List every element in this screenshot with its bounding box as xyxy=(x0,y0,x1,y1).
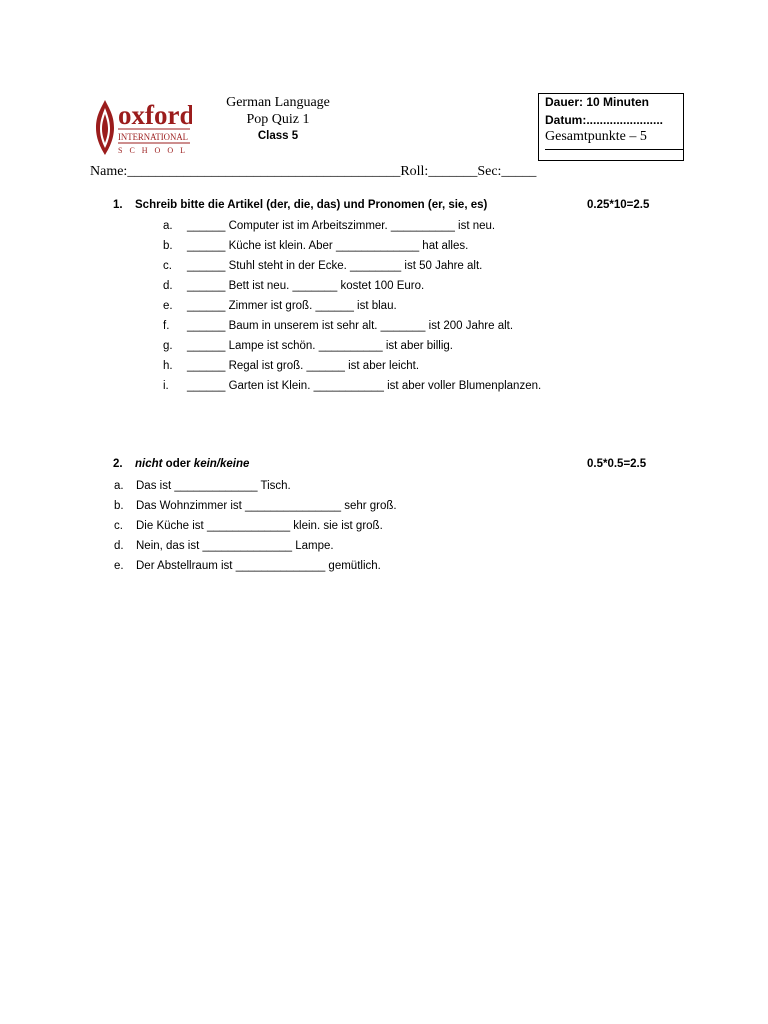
item-label: b. xyxy=(114,500,124,512)
q1-number: 1. xyxy=(113,199,123,211)
q2-title-part2: oder xyxy=(162,458,194,470)
item-text: Nein, das ist ______________ Lampe. xyxy=(136,540,334,552)
item-label: d. xyxy=(163,280,173,292)
item-text: Die Küche ist _____________ klein. sie ist groß. xyxy=(136,520,383,532)
item-label: h. xyxy=(163,360,173,372)
quiz-title: Pop Quiz 1 xyxy=(246,112,310,127)
item-text: ______ Stuhl steht in der Ecke. ________ ist 50 Jahre alt. xyxy=(187,260,483,272)
q2-number: 2. xyxy=(113,458,123,470)
item-label: e. xyxy=(163,300,173,312)
item-label: f. xyxy=(163,320,170,332)
item-label: e. xyxy=(114,560,124,572)
item-text: ______ Garten ist Klein. ___________ ist aber voller Blumenplanzen. xyxy=(187,380,542,392)
q1-instruction: Schreib bitte die Artikel (der, die, das) und Pronomen (er, sie, es) xyxy=(135,199,488,211)
duration-text: Dauer: 10 Minuten xyxy=(545,95,650,109)
total-points-text: Gesamtpunkte – 5 xyxy=(545,129,647,144)
item-text: Das ist _____________ Tisch. xyxy=(136,480,291,492)
info-box xyxy=(538,93,684,161)
item-label: i. xyxy=(163,380,169,392)
q2-title xyxy=(135,458,249,470)
item-label: b. xyxy=(163,240,173,252)
item-label: d. xyxy=(114,540,124,552)
logo-name: oxford xyxy=(118,100,192,130)
item-text: ______ Zimmer ist groß. ______ ist blau. xyxy=(187,300,397,312)
info-box-underline xyxy=(545,149,683,150)
class-label: Class 5 xyxy=(257,130,299,142)
item-label: g. xyxy=(163,340,173,352)
item-text: Das Wohnzimmer ist _______________ sehr groß. xyxy=(136,500,397,512)
item-label: c. xyxy=(114,520,123,532)
student-info-line: Name:_______________________________________Roll:_______Sec:_____ xyxy=(90,164,537,179)
item-text: Der Abstellraum ist ______________ gemütlich. xyxy=(136,560,381,572)
item-text: ______ Lampe ist schön. __________ ist aber billig. xyxy=(187,340,453,352)
item-text: ______ Regal ist groß. ______ ist aber leicht. xyxy=(187,360,420,372)
date-field: Datum:....................... xyxy=(545,113,664,127)
item-label: a. xyxy=(163,220,173,232)
item-text: ______ Küche ist klein. Aber _____________ hat alles. xyxy=(187,240,469,252)
item-label: c. xyxy=(163,260,172,272)
q2-title-part1: nicht xyxy=(135,458,163,470)
item-text: ______ Bett ist neu. _______ kostet 100 Euro. xyxy=(187,280,425,292)
subject-title: German Language xyxy=(226,95,330,110)
quiz-header xyxy=(206,95,350,144)
logo-line3: SCHOOL xyxy=(118,146,188,155)
item-text: ______ Computer ist im Arbeitszimmer. __________ ist neu. xyxy=(187,220,496,232)
q2-title-part3: kein/keine xyxy=(193,458,250,470)
q1-points: 0.25*10=2.5 xyxy=(587,199,650,211)
q2-points: 0.5*0.5=2.5 xyxy=(587,458,647,470)
item-text: ______ Baum in unserem ist sehr alt. _______ ist 200 Jahre alt. xyxy=(187,320,514,332)
school-logo-graphic xyxy=(94,98,192,156)
school-logo xyxy=(94,98,192,156)
item-label: a. xyxy=(114,480,124,492)
logo-line2: INTERNATIONAL xyxy=(118,132,188,142)
